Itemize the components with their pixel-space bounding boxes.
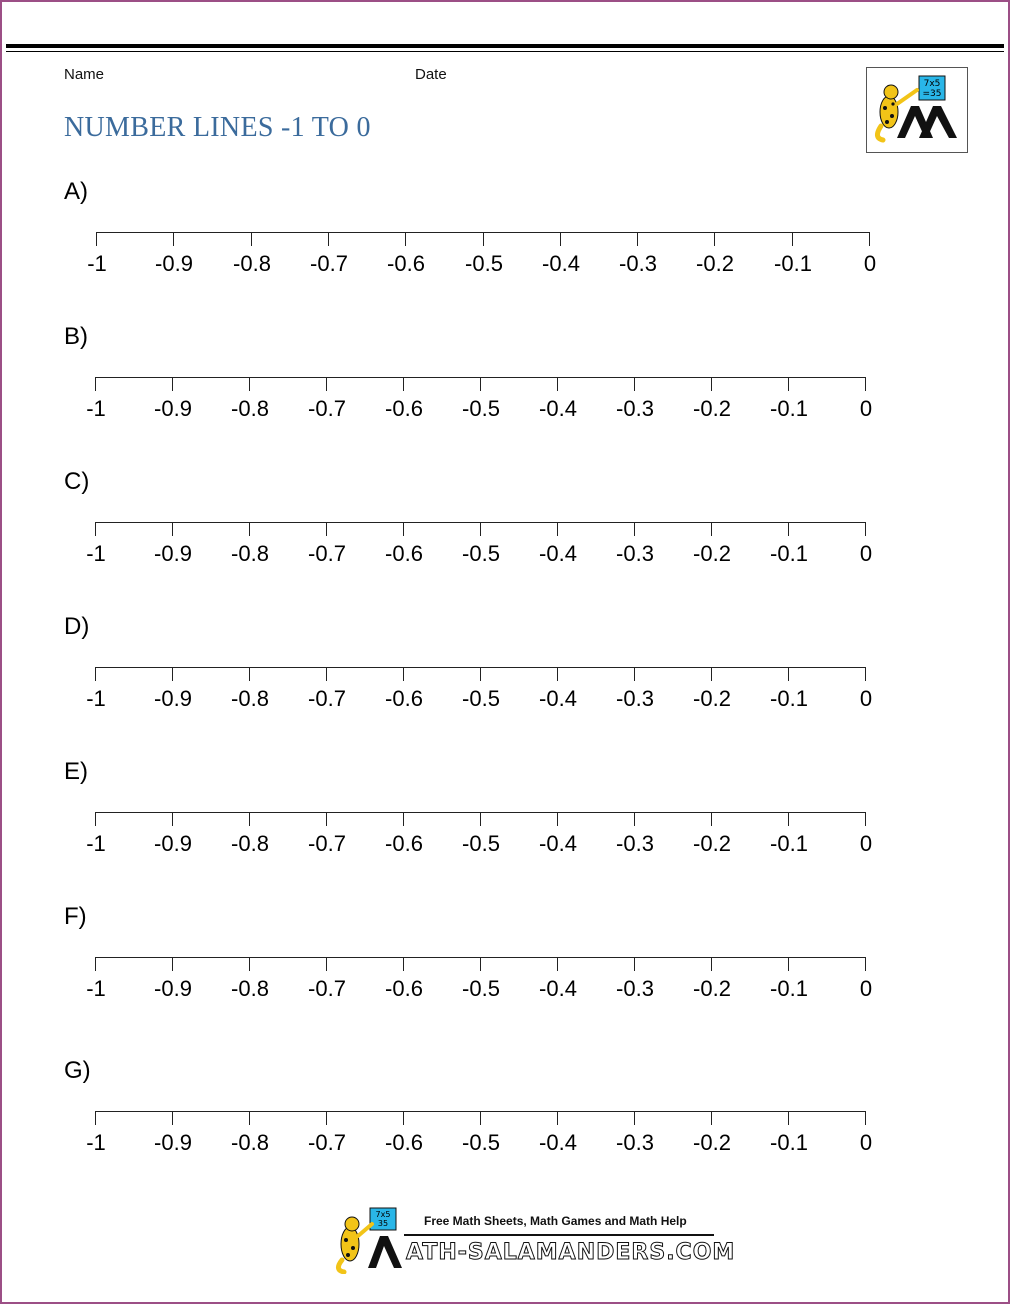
tick-label: -0.2 xyxy=(693,686,731,711)
tick-label: -0.6 xyxy=(385,976,423,1001)
tick-label: -0.4 xyxy=(539,976,577,1001)
number-line-tick xyxy=(326,812,327,826)
tick-label: -0.6 xyxy=(387,251,425,276)
number-line-tick xyxy=(557,812,558,826)
number-line-label: F) xyxy=(64,903,87,930)
tick-label: -0.5 xyxy=(462,396,500,421)
tick-label: -0.8 xyxy=(231,1130,269,1155)
number-line-tick xyxy=(788,812,789,826)
tick-label: -0.2 xyxy=(693,541,731,566)
tick-label: 0 xyxy=(859,1130,873,1155)
number-line-tick xyxy=(403,812,404,826)
tick-label: -0.6 xyxy=(385,831,423,856)
number-line-tick xyxy=(403,1111,404,1125)
number-line-tick xyxy=(480,377,481,391)
salamander-logo xyxy=(866,67,968,153)
tick-label: -0.2 xyxy=(696,251,734,276)
number-line-tick xyxy=(249,522,250,536)
number-line-tick xyxy=(326,1111,327,1125)
tick-label: -0.8 xyxy=(231,686,269,711)
number-line-tick xyxy=(634,377,635,391)
tick-label: -0.9 xyxy=(154,396,192,421)
tick-label: -0.1 xyxy=(770,396,808,421)
tick-label: 0 xyxy=(859,831,873,856)
tick-label: -0.4 xyxy=(539,831,577,856)
number-line-tick xyxy=(714,232,715,246)
tick-label: -0.4 xyxy=(539,1130,577,1155)
tick-label: -0.3 xyxy=(616,1130,654,1155)
number-line-tick xyxy=(95,957,96,971)
tick-label: -0.5 xyxy=(462,686,500,711)
footer-badge-line1: 7x5 xyxy=(375,1210,391,1219)
tick-label: -1 xyxy=(86,976,106,1001)
logo-badge-line2: =35 xyxy=(922,89,942,99)
number-line-tick xyxy=(172,957,173,971)
number-line-tick xyxy=(711,812,712,826)
tick-label: -0.7 xyxy=(310,251,348,276)
number-line-tick xyxy=(788,1111,789,1125)
number-line-tick xyxy=(95,667,96,681)
salamander-logo-icon xyxy=(867,68,967,152)
tick-label: -0.9 xyxy=(155,251,193,276)
number-line-tick xyxy=(480,522,481,536)
number-line-tick xyxy=(788,377,789,391)
tick-label: -0.7 xyxy=(308,686,346,711)
tick-label: -1 xyxy=(86,831,106,856)
tick-label: -0.3 xyxy=(616,976,654,1001)
number-line-tick xyxy=(403,957,404,971)
number-line-tick xyxy=(865,812,866,826)
tick-label: -0.8 xyxy=(231,831,269,856)
tick-label: -0.7 xyxy=(308,831,346,856)
tick-label: -0.5 xyxy=(462,1130,500,1155)
number-line-tick xyxy=(172,1111,173,1125)
number-line-tick xyxy=(865,377,866,391)
number-line-tick xyxy=(249,812,250,826)
number-line-tick xyxy=(249,1111,250,1125)
number-line-tick xyxy=(634,1111,635,1125)
number-line-tick xyxy=(711,957,712,971)
tick-label: -0.6 xyxy=(385,686,423,711)
tick-label: -0.5 xyxy=(462,541,500,566)
date-label: Date xyxy=(415,66,447,83)
tick-label: 0 xyxy=(859,396,873,421)
number-line-tick xyxy=(480,1111,481,1125)
name-label: Name xyxy=(64,66,105,83)
footer-site-name: ATH-SALAMANDERS.COM xyxy=(406,1240,736,1265)
number-line-tick xyxy=(173,232,174,246)
tick-label: -0.6 xyxy=(385,541,423,566)
tick-label: -0.6 xyxy=(385,396,423,421)
number-line-tick xyxy=(557,377,558,391)
footer-salamander-icon xyxy=(332,1204,406,1274)
tick-label: -1 xyxy=(86,396,106,421)
tick-label: -0.1 xyxy=(770,831,808,856)
number-line-tick xyxy=(634,667,635,681)
number-line-tick xyxy=(557,667,558,681)
number-line-tick xyxy=(788,667,789,681)
tick-label: -0.3 xyxy=(616,686,654,711)
tick-label: -0.3 xyxy=(619,251,657,276)
number-line-tick xyxy=(95,377,96,391)
number-line-tick xyxy=(95,522,96,536)
tick-label: -0.8 xyxy=(231,396,269,421)
tick-label: -0.6 xyxy=(385,1130,423,1155)
number-line-tick xyxy=(557,957,558,971)
number-line-tick xyxy=(480,812,481,826)
number-line-tick xyxy=(328,232,329,246)
number-line-tick xyxy=(172,377,173,391)
number-line-tick xyxy=(869,232,870,246)
tick-label: -0.1 xyxy=(770,1130,808,1155)
footer-divider xyxy=(404,1234,714,1236)
tick-label: -0.2 xyxy=(693,831,731,856)
tick-label: -0.3 xyxy=(616,541,654,566)
tick-label: 0 xyxy=(859,686,873,711)
number-line-tick xyxy=(326,957,327,971)
number-line-tick xyxy=(249,377,250,391)
tick-label: 0 xyxy=(859,541,873,566)
number-line-tick xyxy=(711,377,712,391)
number-line-label: C) xyxy=(64,468,90,495)
number-line-tick xyxy=(405,232,406,246)
tick-label: 0 xyxy=(859,976,873,1001)
footer-tagline: Free Math Sheets, Math Games and Math Help xyxy=(424,1214,687,1228)
number-line-label: E) xyxy=(64,758,88,785)
number-line-tick xyxy=(326,522,327,536)
tick-label: -0.9 xyxy=(154,686,192,711)
tick-label: -0.1 xyxy=(774,251,812,276)
number-line-tick xyxy=(480,667,481,681)
tick-label: -0.7 xyxy=(308,396,346,421)
tick-label: -0.3 xyxy=(616,831,654,856)
tick-label: -0.4 xyxy=(539,396,577,421)
number-line-tick xyxy=(326,377,327,391)
logo-badge-line1: 7x5 xyxy=(923,79,941,89)
tick-label: -0.5 xyxy=(465,251,503,276)
number-line-label: B) xyxy=(64,323,88,350)
tick-label: 0 xyxy=(863,251,877,276)
number-line-tick xyxy=(865,667,866,681)
tick-label: -0.2 xyxy=(693,396,731,421)
tick-label: -0.5 xyxy=(462,976,500,1001)
number-line-tick xyxy=(251,232,252,246)
number-line-tick xyxy=(711,522,712,536)
number-line-tick xyxy=(634,957,635,971)
number-line-tick xyxy=(634,522,635,536)
number-line-tick xyxy=(95,1111,96,1125)
number-line-tick xyxy=(249,667,250,681)
tick-label: -0.3 xyxy=(616,396,654,421)
header-rule-thin xyxy=(6,51,1004,52)
tick-label: -0.7 xyxy=(308,1130,346,1155)
number-line-label: A) xyxy=(64,178,88,205)
number-line-tick xyxy=(788,957,789,971)
page-title: NUMBER LINES -1 TO 0 xyxy=(64,112,371,143)
tick-label: -0.9 xyxy=(154,541,192,566)
number-line-tick xyxy=(560,232,561,246)
number-line-tick xyxy=(403,522,404,536)
tick-label: -0.9 xyxy=(154,831,192,856)
number-line-tick xyxy=(96,232,97,246)
footer-badge-line2: 35 xyxy=(377,1219,389,1228)
number-line-tick xyxy=(403,667,404,681)
number-line-tick xyxy=(865,957,866,971)
number-line-tick xyxy=(172,667,173,681)
number-line-tick xyxy=(249,957,250,971)
tick-label: -0.8 xyxy=(231,976,269,1001)
number-line-tick xyxy=(557,522,558,536)
number-line-tick xyxy=(788,522,789,536)
tick-label: -0.7 xyxy=(308,541,346,566)
number-line-tick xyxy=(403,377,404,391)
number-line-tick xyxy=(326,667,327,681)
tick-label: -0.9 xyxy=(154,976,192,1001)
header-rule-thick xyxy=(6,44,1004,48)
number-line-tick xyxy=(480,957,481,971)
number-line-tick xyxy=(637,232,638,246)
tick-label: -0.5 xyxy=(462,831,500,856)
number-line-tick xyxy=(711,667,712,681)
number-line-tick xyxy=(95,812,96,826)
tick-label: -0.2 xyxy=(693,976,731,1001)
tick-label: -0.4 xyxy=(539,686,577,711)
tick-label: -0.7 xyxy=(308,976,346,1001)
number-line-label: D) xyxy=(64,613,90,640)
number-line-tick xyxy=(172,812,173,826)
tick-label: -1 xyxy=(87,251,107,276)
tick-label: -0.2 xyxy=(693,1130,731,1155)
number-line-tick xyxy=(865,1111,866,1125)
number-line-tick xyxy=(483,232,484,246)
number-line-tick xyxy=(711,1111,712,1125)
number-line-tick xyxy=(865,522,866,536)
number-line-tick xyxy=(172,522,173,536)
number-line-label: G) xyxy=(64,1057,91,1084)
tick-label: -0.4 xyxy=(539,541,577,566)
tick-label: -0.9 xyxy=(154,1130,192,1155)
number-line-tick xyxy=(557,1111,558,1125)
tick-label: -1 xyxy=(86,1130,106,1155)
tick-label: -0.1 xyxy=(770,686,808,711)
tick-label: -0.4 xyxy=(542,251,580,276)
tick-label: -1 xyxy=(86,686,106,711)
tick-label: -1 xyxy=(86,541,106,566)
tick-label: -0.1 xyxy=(770,976,808,1001)
number-line-tick xyxy=(792,232,793,246)
tick-label: -0.8 xyxy=(231,541,269,566)
number-line-tick xyxy=(634,812,635,826)
tick-label: -0.8 xyxy=(233,251,271,276)
tick-label: -0.1 xyxy=(770,541,808,566)
